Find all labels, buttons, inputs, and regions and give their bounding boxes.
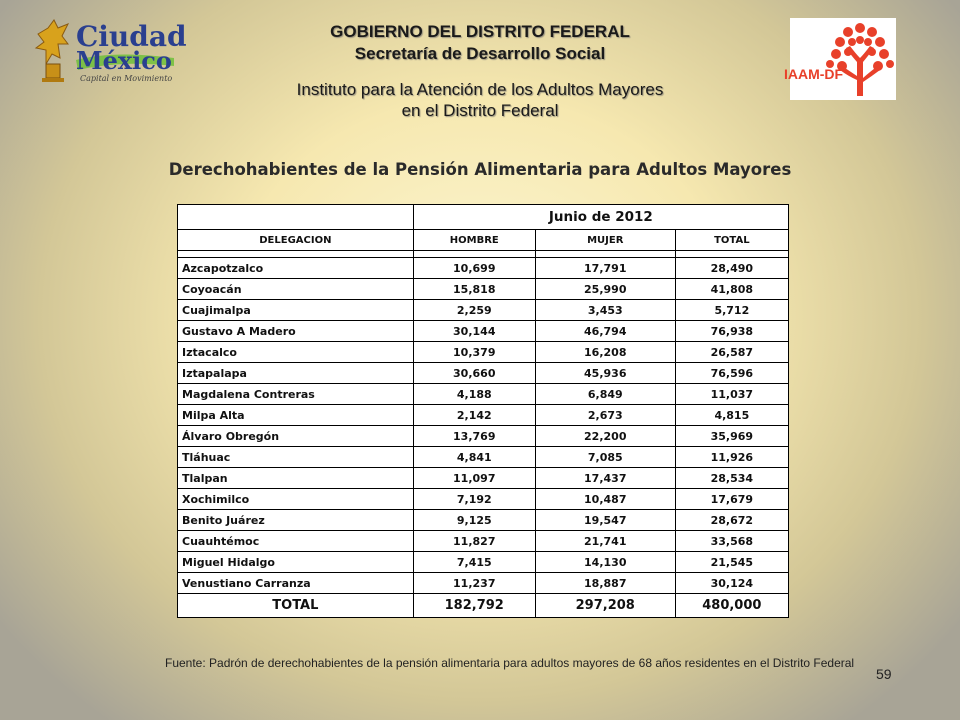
- mujer-cell: 16,208: [535, 342, 675, 363]
- total-cell: 5,712: [675, 300, 788, 321]
- total-mujer: 297,208: [535, 594, 675, 618]
- table-period-row: [178, 205, 789, 230]
- total-cell: 76,938: [675, 321, 788, 342]
- hombre-cell: 11,827: [413, 531, 535, 552]
- tree-icon: [790, 18, 896, 100]
- hombre-cell: 7,192: [413, 489, 535, 510]
- table-row: [178, 342, 789, 363]
- iaam-df-logo: [784, 18, 896, 100]
- hombre-cell: 30,660: [413, 363, 535, 384]
- total-hombre: 182,792: [413, 594, 535, 618]
- table-row: [178, 510, 789, 531]
- column-header-hombre: HOMBRE: [413, 230, 535, 251]
- delegacion-cell: Xochimilco: [178, 489, 414, 510]
- hombre-cell: 2,259: [413, 300, 535, 321]
- logo-text-mexico: México: [76, 46, 172, 75]
- table-row: [178, 531, 789, 552]
- total-cell: 4,815: [675, 405, 788, 426]
- header-line-1: GOBIERNO DEL DISTRITO FEDERAL: [330, 22, 630, 41]
- document-title: Derechohabientes de la Pensión Alimentaria para Adultos Mayores: [168, 160, 792, 179]
- total-cell: 11,926: [675, 447, 788, 468]
- delegacion-cell: Tlalpan: [178, 468, 414, 489]
- column-header-delegacion: DELEGACION: [178, 230, 414, 251]
- delegacion-cell: Azcapotzalco: [178, 258, 414, 279]
- table-row: [178, 279, 789, 300]
- logo-text-ciudad: Ciudad: [76, 20, 187, 53]
- delegacion-cell: Cuajimalpa: [178, 300, 414, 321]
- source-note: Fuente: Padrón de derechohabientes de la pensión alimentaria para adultos mayores de 68 años residentes en el Distrito Federal: [165, 656, 855, 670]
- hombre-cell: 13,769: [413, 426, 535, 447]
- logo-text-iaam: IAAM-DF: [784, 66, 844, 82]
- table-row: [178, 258, 789, 279]
- column-header-mujer: MUJER: [535, 230, 675, 251]
- header-line-4: en el Distrito Federal: [401, 101, 559, 120]
- hombre-cell: 10,379: [413, 342, 535, 363]
- table-spacer-row: [178, 251, 789, 258]
- table-row: [178, 426, 789, 447]
- delegacion-cell: Venustiano Carranza: [178, 573, 414, 594]
- total-cell: 76,596: [675, 363, 788, 384]
- table-body: [178, 258, 789, 594]
- mujer-cell: 19,547: [535, 510, 675, 531]
- table-row: [178, 300, 789, 321]
- mujer-cell: 17,791: [535, 258, 675, 279]
- table-row: [178, 552, 789, 573]
- column-header-total: TOTAL: [675, 230, 788, 251]
- total-cell: 30,124: [675, 573, 788, 594]
- delegacion-cell: Benito Juárez: [178, 510, 414, 531]
- total-cell: 28,672: [675, 510, 788, 531]
- table-row: [178, 321, 789, 342]
- delegacion-cell: Iztapalapa: [178, 363, 414, 384]
- hombre-cell: 4,188: [413, 384, 535, 405]
- delegacion-cell: Milpa Alta: [178, 405, 414, 426]
- mujer-cell: 10,487: [535, 489, 675, 510]
- mujer-cell: 7,085: [535, 447, 675, 468]
- delegacion-cell: Gustavo A Madero: [178, 321, 414, 342]
- table-row: [178, 363, 789, 384]
- mujer-cell: 21,741: [535, 531, 675, 552]
- hombre-cell: 15,818: [413, 279, 535, 300]
- mujer-cell: 22,200: [535, 426, 675, 447]
- mujer-cell: 18,887: [535, 573, 675, 594]
- table-row: [178, 447, 789, 468]
- delegacion-cell: Coyoacán: [178, 279, 414, 300]
- total-cell: 28,534: [675, 468, 788, 489]
- hombre-cell: 4,841: [413, 447, 535, 468]
- delegacion-cell: Iztacalco: [178, 342, 414, 363]
- delegacion-cell: Tláhuac: [178, 447, 414, 468]
- table-row: [178, 573, 789, 594]
- mujer-cell: 6,849: [535, 384, 675, 405]
- delegacion-cell: Miguel Hidalgo: [178, 552, 414, 573]
- mujer-cell: 45,936: [535, 363, 675, 384]
- hombre-cell: 9,125: [413, 510, 535, 531]
- total-cell: 17,679: [675, 489, 788, 510]
- table-row: [178, 405, 789, 426]
- mujer-cell: 17,437: [535, 468, 675, 489]
- total-cell: 21,545: [675, 552, 788, 573]
- mujer-cell: 2,673: [535, 405, 675, 426]
- beneficiaries-table: [177, 204, 789, 618]
- hombre-cell: 11,097: [413, 468, 535, 489]
- total-cell: 35,969: [675, 426, 788, 447]
- header-line-2: Secretaría de Desarrollo Social: [354, 44, 606, 63]
- total-total: 480,000: [675, 594, 788, 618]
- page-number: 59: [876, 666, 892, 682]
- header-line-3: Instituto para la Atención de los Adultos Mayores: [296, 80, 664, 99]
- table-row: [178, 468, 789, 489]
- hombre-cell: 2,142: [413, 405, 535, 426]
- total-cell: 33,568: [675, 531, 788, 552]
- mujer-cell: 14,130: [535, 552, 675, 573]
- total-cell: 11,037: [675, 384, 788, 405]
- delegacion-cell: Álvaro Obregón: [178, 426, 414, 447]
- total-label: TOTAL: [178, 594, 414, 618]
- table-header-row: [178, 230, 789, 251]
- logo-tagline: Capital en Movimiento: [80, 74, 173, 83]
- mujer-cell: 46,794: [535, 321, 675, 342]
- total-cell: 26,587: [675, 342, 788, 363]
- delegacion-cell: Cuauhtémoc: [178, 531, 414, 552]
- table-total-row: [178, 594, 789, 618]
- total-cell: 41,808: [675, 279, 788, 300]
- total-cell: 28,490: [675, 258, 788, 279]
- hombre-cell: 10,699: [413, 258, 535, 279]
- table-row: [178, 384, 789, 405]
- table-corner-cell: [178, 205, 414, 230]
- hombre-cell: 30,144: [413, 321, 535, 342]
- delegacion-cell: Magdalena Contreras: [178, 384, 414, 405]
- hombre-cell: 7,415: [413, 552, 535, 573]
- table-period: Junio de 2012: [413, 205, 788, 230]
- mujer-cell: 25,990: [535, 279, 675, 300]
- table-row: [178, 489, 789, 510]
- mujer-cell: 3,453: [535, 300, 675, 321]
- hombre-cell: 11,237: [413, 573, 535, 594]
